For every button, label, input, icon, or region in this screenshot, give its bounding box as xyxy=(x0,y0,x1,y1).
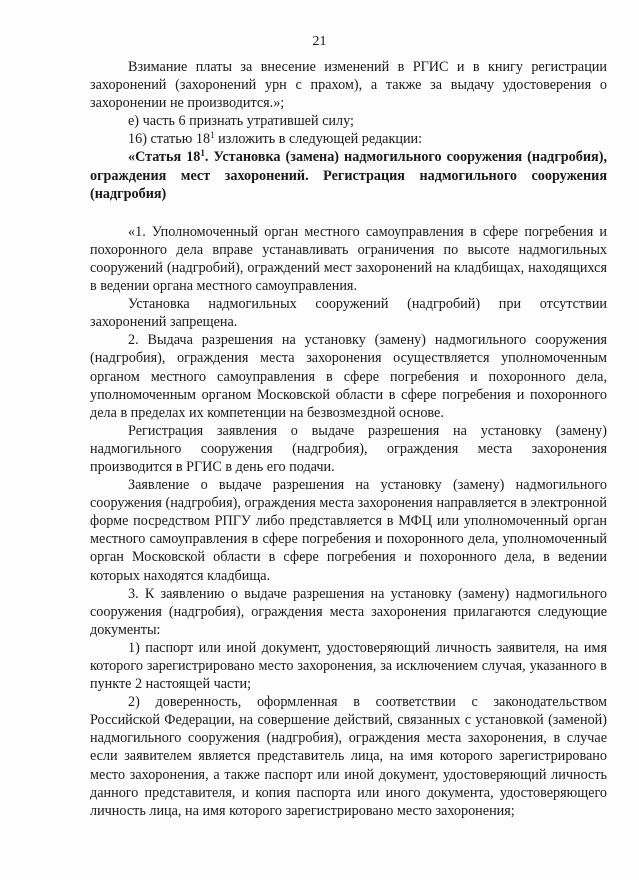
article-heading-superscript: 1 xyxy=(200,148,205,159)
paragraph-3: 3. К заявлению о выдаче разрешения на установку (замену) надмогильного сооружения (надгробия), ограждения места захоронения прилагаются следующие документы: xyxy=(90,585,607,638)
paragraph-part6: е) часть 6 признать утратившей силу; xyxy=(128,113,354,130)
article-intro-superscript: 1 xyxy=(210,130,215,141)
document-body xyxy=(90,58,607,820)
paragraph-article-intro xyxy=(90,130,607,148)
paragraph-1: «1. Уполномоченный орган местного самоуправления в сфере погребения и похоронного дела вправе устанавливать ограничения по высоте надмогильных сооружений (надгробий), ограждений мест захоронений на кладбищах, находящихся в ведении органа местного самоуправления. xyxy=(90,223,607,295)
article-intro-text: 16) статью 18 xyxy=(128,131,211,148)
paragraph-fee: Взимание платы за внесение изменений в РГИС и в книгу регистрации захоронений (захоронений урн с прахом), а также за выдачу удостоверения о захоронении не производится.»; xyxy=(90,59,607,112)
article-heading xyxy=(90,148,607,202)
paragraph-2: 2. Выдача разрешения на установку (замену) надмогильного сооружения (надгробия), ограждения места захоронения осуществляется уполномоченным органом местного самоуправления в сфере погребения и похоронного дела, уполномоченным органом Московской области в сфере погребения и похоронного дела в пределах их компетенции на безвозмездной основе. xyxy=(90,332,607,421)
spacer xyxy=(90,203,607,223)
paragraph-3-item-1: 1) паспорт или иной документ, удостоверяющий личность заявителя, на имя которого зарегистрировано место захоронения, за исключением случая, указанного в пункте 2 настоящей части; xyxy=(90,639,607,693)
paragraph-1-ban: Установка надмогильных сооружений (надгробий) при отсутствии захоронений запрещена. xyxy=(90,296,607,331)
paragraph-2-registration: Регистрация заявления о выдаче разрешения на установку (замену) надмогильного сооружения (надгробия), ограждения места захоронения производится в РГИС в день его подачи. xyxy=(90,422,607,475)
article-intro-tail: изложить в следующей редакции: xyxy=(214,131,423,148)
article-heading-text: «Статья 18 xyxy=(128,149,201,166)
article-heading-tail: . Установка (замена) надмогильного сооружения (надгробия), ограждения мест захоронений. Регистрация надмогильного сооружения (надгробия) xyxy=(90,149,607,202)
paragraph-2-application: Заявление о выдаче разрешения на установку (замену) надмогильного сооружения (надгробия), ограждения места захоронения направляется в электронной форме посредством РПГУ либо представляется в МФЦ или уполномоченный орган местного самоуправления в сфере погребения и похоронного дела, уполномоченный орган Московской области в сфере погребения и похоронного дела, в ведении которых находятся кладбища. xyxy=(90,477,607,584)
page-number: 21 xyxy=(312,34,327,49)
paragraph-3-item-2: 2) доверенность, оформленная в соответствии с законодательством Российской Федерации, на совершение действий, связанных с установкой (заменой) надмогильного сооружения (надгробия), ограждения места захоронения, в случае если заявителем является представитель лица, на имя которого зарегистрировано место захоронения, а также паспорт или иной документ, удостоверяющий личность данного представителя, и копия паспорта или иного документа, удостоверяющего личность лица, на имя которого зарегистрировано место захоронения; xyxy=(90,694,607,819)
